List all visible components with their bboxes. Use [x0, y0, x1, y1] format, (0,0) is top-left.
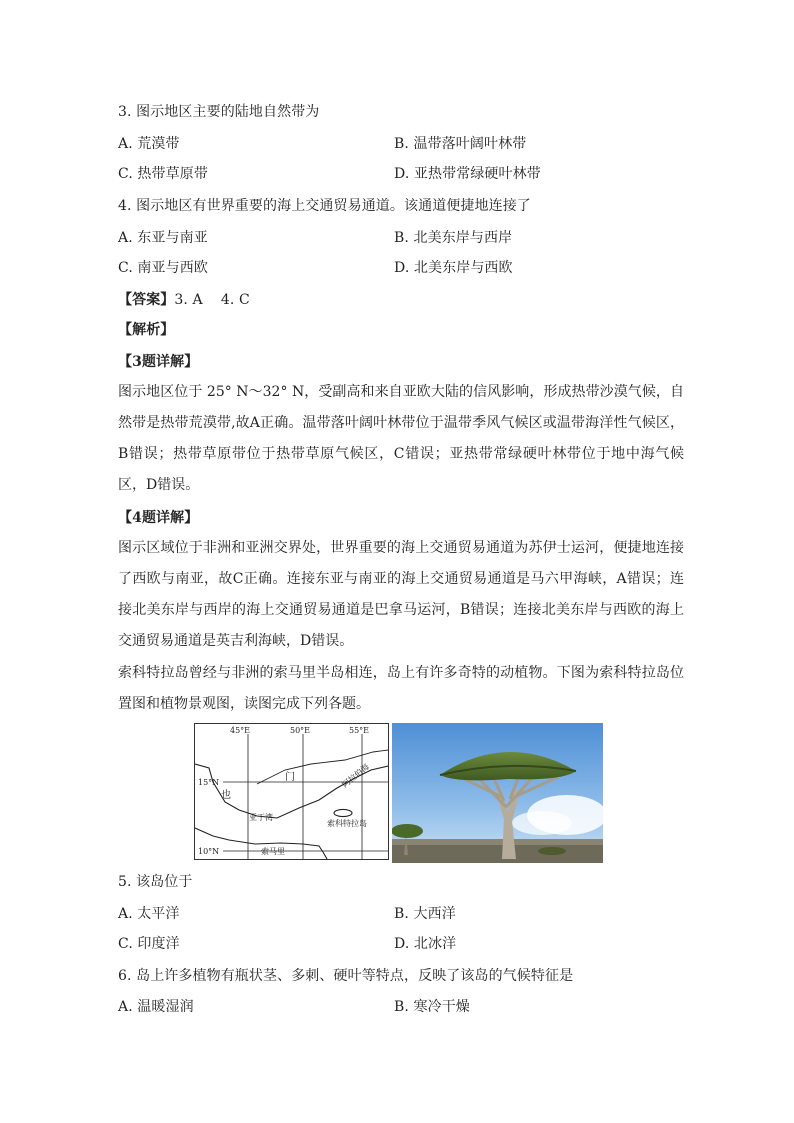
lon-45-label: 45°E	[230, 726, 251, 735]
q3-option-c: C. 热带草原带	[118, 166, 208, 182]
horizon	[392, 839, 603, 845]
q4-stem: 4. 图示地区有世界重要的海上交通贸易通道。该通道便捷地连接了	[118, 198, 531, 214]
q3-detail-text: 图示地区位于 25° N～32° N，受副高和来自亚欧大陆的信风影响，形成热带沙漠气候，自然带是热带荒漠带,故A正确。温带落叶阔叶林带位于温带季风气候区或温带海洋性气候区，B错误；热带草原带位于热带草原气候区，C错误；亚热带常绿硬叶林带位于地中海气候区，D错误。	[118, 384, 684, 493]
q4-option-c: C. 南亚与西欧	[118, 260, 208, 276]
dragon-blood-tree-photo	[392, 723, 603, 863]
q5-stem: 5. 该岛位于	[118, 874, 193, 890]
q4-option-b: B. 北美东岸与西岸	[394, 230, 513, 246]
q3-stem: 3. 图示地区主要的陆地自然带为	[118, 104, 320, 120]
q5-option-a: A. 太平洋	[118, 906, 180, 922]
q3-detail-label: 【3题详解】	[118, 354, 199, 370]
lat-15-label: 15°N	[198, 778, 220, 787]
q4-option-d: D. 北美东岸与西欧	[394, 260, 513, 276]
cloud-2	[512, 811, 572, 835]
q5-option-d: D. 北冰洋	[394, 936, 457, 952]
q4-detail-label: 【4题详解】	[118, 510, 199, 526]
q5-option-b: B. 大西洋	[394, 906, 456, 922]
socotra-label: 索科特拉岛	[327, 819, 367, 828]
yemen-label-1: 也	[221, 790, 231, 801]
lat-10-label: 10°N	[198, 847, 220, 856]
lon-50-label: 50°E	[290, 726, 311, 735]
q3-option-b: B. 温带落叶阔叶林带	[394, 136, 527, 152]
socotra-location-map	[194, 723, 389, 860]
q3-option-d: D. 亚热带常绿硬叶林带	[394, 166, 541, 182]
q6-option-b: B. 寒冷干燥	[394, 999, 470, 1015]
answer-label: 【答案】	[118, 292, 175, 308]
yemen-label-2: 门	[285, 772, 295, 783]
small-tree-canopy	[392, 824, 423, 838]
shrub	[538, 847, 566, 855]
q6-stem: 6. 岛上许多植物有瓶状茎、多刺、硬叶等特点，反映了该岛的气候特征是	[118, 968, 574, 984]
intro-text: 索科特拉岛曾经与非洲的索马里半岛相连，岛上有许多奇特的动植物。下图为索科特拉岛位置图和植物景观图，读图完成下列各题。	[118, 665, 684, 712]
socotra-island-shape	[334, 809, 352, 816]
answer-line	[118, 290, 250, 310]
analysis-label: 【解析】	[118, 322, 175, 338]
q6-option-a: A. 温暖湿润	[118, 999, 194, 1015]
gulf-of-aden-label: 亚丁湾	[249, 813, 273, 822]
answer-value: 3. A 4. C	[174, 292, 250, 308]
ground	[392, 843, 603, 863]
somalia-label: 索马里	[261, 847, 285, 856]
photo-svg	[392, 723, 603, 863]
arabian-sea-label: 阿拉伯海	[340, 762, 371, 790]
lon-55-label: 55°E	[349, 726, 370, 735]
q3-option-a: A. 荒漠带	[118, 136, 180, 152]
q4-detail-text: 图示区域位于非洲和亚洲交界处，世界重要的海上交通贸易通道为苏伊士运河，便捷地连接了西欧与南亚，故C正确。连接东亚与南亚的海上交通贸易通道是马六甲海峡，A错误；连接北美东岸与西岸的海上交通贸易通道是巴拿马运河，B错误；连接北美东岸与西欧的海上交通贸易通道是英吉利海峡，D错误。	[118, 540, 684, 649]
q5-option-c: C. 印度洋	[118, 936, 180, 952]
djibouti-coastline	[195, 828, 213, 836]
map-svg	[195, 724, 388, 859]
q4-option-a: A. 东亚与南亚	[118, 230, 208, 246]
